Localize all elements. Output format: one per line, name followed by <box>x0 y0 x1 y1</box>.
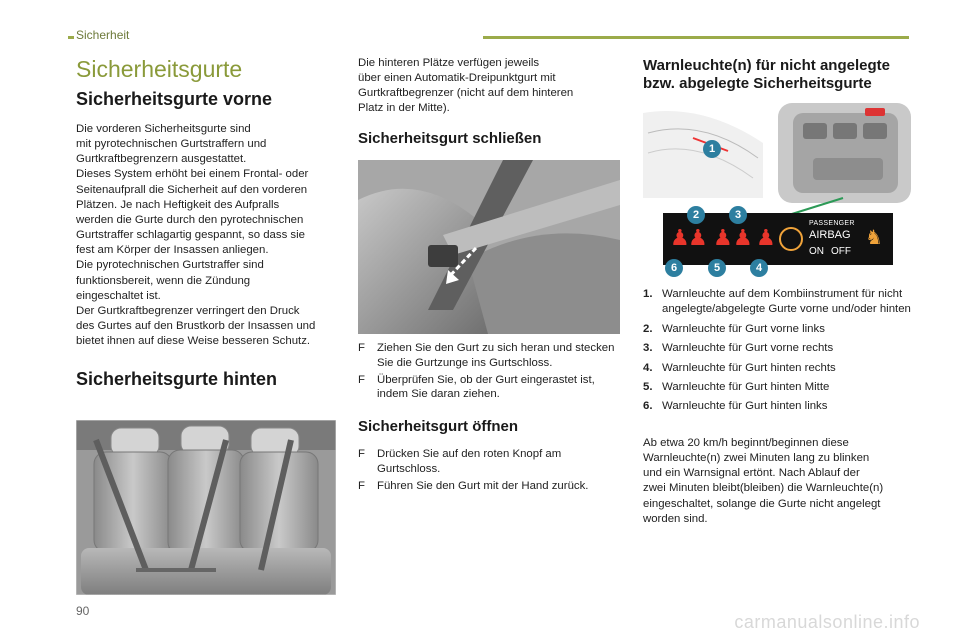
page-title: Sicherheitsgurte <box>76 56 243 82</box>
open-step-1: F Drücken Sie auf den roten Knopf am Gurtschloss. <box>358 448 562 475</box>
warning-lamps-legend <box>643 287 911 419</box>
callout-3: 3 <box>729 206 747 224</box>
page-number: 90 <box>76 604 90 618</box>
passenger-label: PASSENGER <box>809 220 855 227</box>
warning-panel-illustration <box>643 103 911 275</box>
callout-1: 1 <box>703 140 721 158</box>
section-label: Sicherheit <box>76 28 130 42</box>
callout-6: 6 <box>665 259 683 277</box>
legend-item: 6. Warnleuchte für Gurt hinten links <box>643 400 828 413</box>
rear-belts-heading: Sicherheitsgurte hinten <box>76 369 278 389</box>
airbag-passenger-icon: ♞ <box>865 227 883 249</box>
warning-lamps-heading: Warnleuchte(n) für nicht angelegte bzw. abgelegte Sicherheitsgurte <box>643 57 890 92</box>
rear-left-belt-icon: ♟ <box>670 225 690 250</box>
buckle-illustration <box>358 160 620 334</box>
header-rule-right <box>483 36 909 39</box>
watermark: carmanualsonline.info <box>734 612 920 632</box>
legend-item: 3. Warnleuchte für Gurt vorne rechts <box>643 342 834 355</box>
close-belt-steps <box>358 341 618 404</box>
bullet-icon: F <box>358 373 365 386</box>
legend-item: 2. Warnleuchte für Gurt vorne links <box>643 322 825 335</box>
close-step-2: F Überprüfen Sie, ob der Gurt eingerastet ist, indem Sie daran ziehen. <box>358 373 595 401</box>
callout-5: 5 <box>708 259 726 277</box>
legend-item: 1. Warnleuchte auf dem Kombiinstrument für nicht angelegte/abgelegte Gurte vorne und/oder hinten <box>643 288 911 316</box>
close-step-1: F Ziehen Sie den Gurt zu sich heran und stecken Sie die Gurtzunge ins Gurtschloss. <box>358 342 615 369</box>
open-belt-heading: Sicherheitsgurt öffnen <box>358 418 519 435</box>
bullet-icon: F <box>358 448 365 460</box>
legend-item: 4. Warnleuchte für Gurt hinten rechts <box>643 361 836 374</box>
off-label: OFF <box>831 246 851 257</box>
open-belt-steps <box>358 447 618 495</box>
legend-item: 5. Warnleuchte für Gurt hinten Mitte <box>643 380 830 393</box>
warning-note: Ab etwa 20 km/h beginnt/beginnen diese Warnleuchte(n) zwei Minuten lang zu blinken und ein Warnsignal ertönt. Nach Ablauf der zwei Minuten bleibt(bleiben) die Warnleuchte(n) eingeschaltet, solange die Gurte nicht angelegt worden sind. <box>643 437 884 525</box>
callout-2: 2 <box>687 206 705 224</box>
close-belt-heading: Sicherheitsgurt schließen <box>358 130 542 147</box>
front-belts-heading: Sicherheitsgurte vorne <box>76 89 273 109</box>
callout-4: 4 <box>750 259 768 277</box>
on-label: ON <box>809 246 824 257</box>
rear-seats-illustration <box>76 420 336 595</box>
rear-middle-belt-icon: ♟ <box>713 225 733 250</box>
open-step-2: F Führen Sie den Gurt mit der Hand zurück. <box>358 479 589 492</box>
airbag-off-icon <box>779 227 803 251</box>
front-belts-text: Die vorderen Sicherheitsgurte sind mit pyrotechnischen Gurtstraffern und Gurtkraftbegrenzern ausgestattet. Dieses System erhöht bei einem Frontal- oder Seitenaufprall die Sicherheit auf den vorderen Plätzen. Je nach Heftigkeit des Aufpralls werden die Gurte durch den pyrotechnischen Gurtstraffer schlagartig gespannt, so dass sie fest am Körper der Insassen anliegen. Die pyrotechnischen Gurtstraffer sind funktionsbereit, wenn die Zündung eingeschaltet ist. Der Gurtkraftbegrenzer verringert den Druck des Gurtes auf den Brustkorb der Insassen und bietet ihnen auf diese Weise besseren Schutz. <box>76 123 316 348</box>
rear-belts-intro: Die hinteren Plätze verfügen jeweils über einen Automatik-Dreipunktgurt mit Gurtkraftbegrenzer (nicht auf dem hinteren Platz in der Mitte). <box>358 57 574 115</box>
header-rule-left <box>68 36 74 39</box>
front-left-belt-icon: ♟ <box>688 225 708 250</box>
front-right-belt-icon: ♟ <box>733 225 753 250</box>
bullet-icon: F <box>358 342 365 354</box>
rear-right-belt-icon: ♟ <box>756 225 776 250</box>
bullet-icon: F <box>358 479 365 492</box>
airbag-label: AIRBAG <box>809 229 851 241</box>
